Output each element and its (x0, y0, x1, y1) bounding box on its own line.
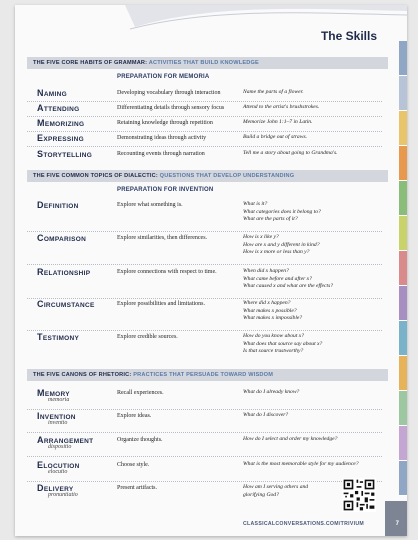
section-heading (27, 170, 388, 182)
table-row (27, 460, 382, 483)
question-line: What makes x impossible? (243, 315, 303, 321)
row-divider (27, 330, 382, 331)
table-row (27, 411, 382, 434)
example-questions (243, 268, 383, 291)
question-line: Name the parts of a flower. (243, 89, 304, 95)
section-heading-main: THE FIVE CANONS OF RHETORIC: (33, 372, 132, 378)
term-label: INVENTION (37, 411, 76, 421)
question-line: Memorize John 1:1–7 in Latin. (243, 119, 313, 125)
description: Explore possibilities and limitations. (117, 301, 205, 307)
description: Choose style. (117, 462, 150, 468)
term-label: CIRCUMSTANCE (37, 299, 95, 309)
section-heading-sub: ACTIVITIES THAT BUILD KNOWLEDGE (148, 60, 259, 66)
term-label: DELIVERY (37, 483, 74, 493)
description: Demonstrating ideas through activity (117, 135, 207, 141)
qr-code (342, 478, 376, 512)
question-line: What caused x and what are the effects? (243, 283, 334, 289)
term-label: RELATIONSHIP (37, 267, 91, 277)
preparation-label: PREPARATION FOR INVENTION (117, 187, 214, 193)
question-line: Attend to the artist's brushstrokes. (243, 104, 320, 110)
description: Explore credible sources. (117, 334, 178, 340)
table-row (27, 149, 382, 164)
table-row (27, 299, 382, 332)
row-divider (27, 116, 382, 117)
description: Explore ideas. (117, 413, 152, 419)
latin-term: elocutio (48, 469, 68, 475)
page (15, 5, 407, 536)
description: Recounting events through narration (117, 151, 205, 157)
footer-url: CLASSICALCONVERSATIONS.COM/TRIVIUM (243, 521, 365, 527)
term-label: STORYTELLING (37, 149, 93, 159)
row-divider (27, 146, 382, 147)
question-line: What categories does it belong to? (243, 208, 321, 215)
term-label: TESTIMONY (37, 332, 80, 342)
description: Explore similarities, then differences. (117, 235, 208, 241)
question-line: Is that source trustworthy? (243, 348, 304, 354)
row-divider (27, 101, 382, 102)
term-label: MEMORIZING (37, 118, 85, 128)
page-title: The Skills (320, 29, 377, 43)
term-label: MEMORY (37, 388, 70, 398)
table-row (27, 332, 382, 365)
example-questions (243, 461, 383, 469)
question-line: What came before and after x? (243, 275, 312, 282)
question-line: glorifying God? (243, 491, 279, 498)
term-label: ELOCUTION (37, 460, 80, 470)
term-label: COMPARISON (37, 233, 87, 243)
section-heading (27, 57, 388, 69)
table-row (27, 200, 382, 233)
section-heading-sub: QUESTIONS THAT DEVELOP UNDERSTANDING (159, 173, 295, 179)
question-line: How are x and y different in kind? (243, 241, 320, 248)
question-line: How is x more or less than y? (243, 249, 310, 255)
description: Explore what something is. (117, 202, 183, 208)
question-line: Build a bridge out of straws. (243, 134, 308, 140)
latin-term: inventio (48, 420, 68, 426)
example-questions (243, 234, 383, 257)
table-row (27, 483, 382, 506)
table-row (27, 267, 382, 300)
section-heading-sub: PRACTICES THAT PERSUADE TOWARD WISDOM (133, 372, 274, 378)
description: Developing vocabulary through interaction (117, 90, 221, 96)
question-line: What is the most memorable style for my audience? (243, 461, 359, 467)
row-divider (27, 264, 382, 265)
example-questions (243, 89, 383, 97)
description: Differentiating details through sensory focus (117, 105, 225, 111)
question-line: How do I select and order my knowledge? (243, 436, 338, 442)
question-line: What do I already know? (243, 389, 300, 395)
preparation-label: PREPARATION FOR MEMORIA (117, 74, 210, 80)
term-label: NAMING (37, 88, 67, 98)
description: Recall experiences. (117, 390, 164, 396)
question-line: How do you know about x? (243, 333, 305, 339)
term-label: ARRANGEMENT (37, 435, 94, 445)
page-number: 7 (395, 521, 399, 527)
term-label: EXPRESSING (37, 133, 84, 143)
description: Explore connections with respect to time. (117, 269, 217, 275)
term-label: ATTENDING (37, 103, 80, 113)
question-line: How am I serving others and (243, 484, 309, 490)
example-questions (243, 389, 383, 397)
question-line: When did x happen? (243, 268, 289, 274)
question-line: What makes x possible? (243, 307, 297, 314)
row-divider (27, 409, 382, 410)
row-divider (27, 481, 382, 482)
example-questions (243, 300, 383, 323)
question-line: What are the parts of it? (243, 216, 298, 222)
row-divider (27, 131, 382, 132)
example-questions (243, 333, 383, 356)
side-color-tabs (399, 41, 407, 501)
latin-term: memoria (48, 397, 70, 403)
example-questions (243, 150, 383, 158)
question-line: What is it? (243, 201, 268, 207)
page-number-box (385, 501, 407, 536)
latin-term: pronuntiatio (48, 492, 78, 498)
description: Retaining knowledge through repetition (117, 120, 213, 126)
example-questions (243, 412, 383, 420)
row-divider (27, 432, 382, 433)
table-row (27, 435, 382, 458)
latin-term: dispositio (48, 444, 72, 450)
table-row (27, 388, 382, 411)
example-questions (243, 201, 383, 224)
question-line: How is x like y? (243, 234, 279, 240)
example-questions (243, 119, 383, 127)
section-heading-main: THE FIVE CORE HABITS OF GRAMMAR: (33, 60, 148, 66)
table-row (27, 233, 382, 266)
question-line: Where did x happen? (243, 300, 291, 306)
term-label: DEFINITION (37, 200, 79, 210)
section-heading (27, 369, 388, 381)
example-questions (243, 104, 383, 112)
question-line: What does that source say about x? (243, 340, 323, 347)
example-questions (243, 134, 383, 142)
question-line: What do I discover? (243, 412, 289, 418)
description: Organize thoughts. (117, 437, 163, 443)
example-questions (243, 436, 383, 444)
row-divider (27, 231, 382, 232)
section-heading-main: THE FIVE COMMON TOPICS OF DIALECTIC: (33, 173, 158, 179)
question-line: Tell me a story about going to Grandma's. (243, 150, 338, 156)
description: Present artifacts. (117, 485, 157, 491)
row-divider (27, 456, 382, 457)
